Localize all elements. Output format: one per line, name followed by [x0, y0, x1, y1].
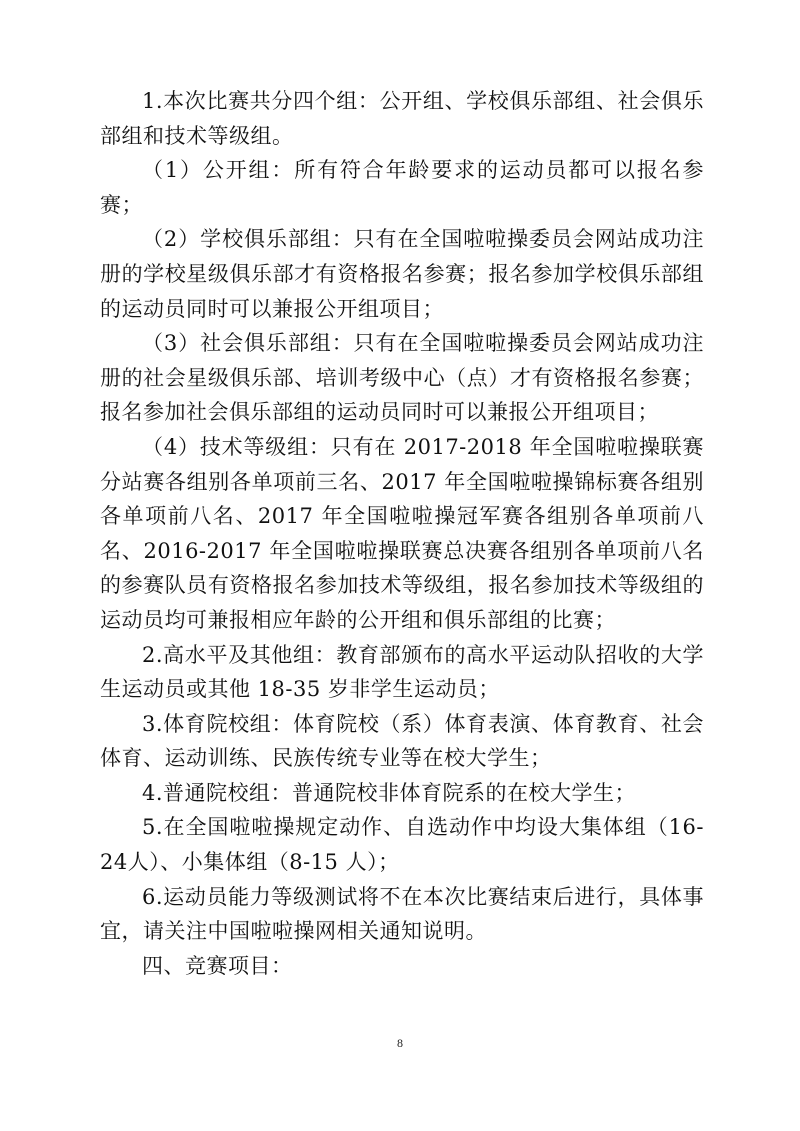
- paragraph-technical-level-group: （4）技术等级组：只有在 2017-2018 年全国啦啦操联赛分站赛各组别各单项前三名、2017 年全国啦啦操锦标赛各组别各单项前八名、2017 年全国啦啦操冠军赛各组别各单项前八名、2016-2017 年全国啦啦操联赛总决赛各组别各单项前八名的参赛队员有资格报名参加技术等级组，报名参加技术等级组的运动员均可兼报相应年龄的公开组和俱乐部组的比赛；: [100, 434, 704, 632]
- paragraph-school-club-group: （2）学校俱乐部组：只有在全国啦啦操委员会网站成功注册的学校星级俱乐部才有资格报名参赛；报名参加学校俱乐部组的运动员同时可以兼报公开组项目；: [100, 227, 704, 321]
- paragraph-general-college-group: 4.普通院校组：普通院校非体育院系的在校大学生；: [142, 780, 637, 805]
- section-heading-events: 四、竞赛项目：: [142, 953, 293, 978]
- paragraph-high-level-group: 2.高水平及其他组：教育部颁布的高水平运动队招收的大学生运动员或其他 18-35 岁非学生运动员；: [100, 642, 704, 702]
- paragraph-open-group: （1）公开组：所有符合年龄要求的运动员都可以报名参赛；: [100, 158, 704, 217]
- paragraph-social-club-group: （3）社会俱乐部组：只有在全国啦啦操委员会网站成功注册的社会星级俱乐部、培训考级中心（点）才有资格报名参赛；报名参加社会俱乐部组的运动员同时可以兼报公开组项目；: [100, 331, 704, 425]
- paragraph-sports-college-group: 3.体育院校组：体育院校（系）体育表演、体育教育、社会体育、运动训练、民族传统专业等在校大学生；: [100, 711, 704, 771]
- document-body: [100, 84, 704, 983]
- paragraph-ability-test: 6.运动员能力等级测试将不在本次比赛结束后进行，具体事宜，请关注中国啦啦操网相关通知说明。: [100, 884, 704, 944]
- paragraph-competition-groups: 1.本次比赛共分四个组：公开组、学校俱乐部组、社会俱乐部组和技术等级组。: [100, 89, 704, 148]
- paragraph-team-size: 5.在全国啦啦操规定动作、自选动作中均设大集体组（16-24人）、小集体组（8-15 人）；: [100, 815, 704, 875]
- page-number: 8: [397, 1036, 403, 1050]
